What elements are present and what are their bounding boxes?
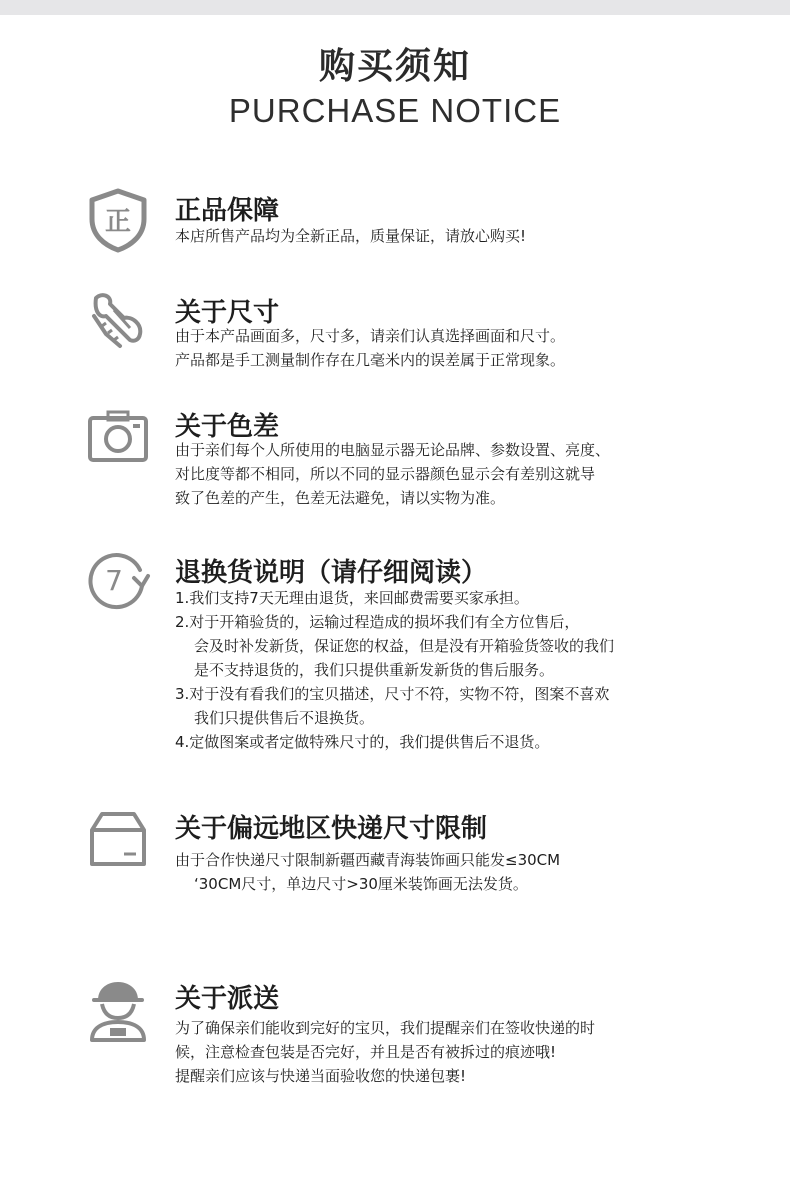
body-line: 致了色差的产生，色差无法避免，请以实物为准。 — [175, 489, 506, 507]
section-title: 退换货说明（请仔细阅读） — [175, 558, 488, 588]
seven-day-return-icon — [84, 546, 152, 614]
section-body — [175, 848, 735, 896]
body-line: 候，注意检查包装是否完好，并且是否有被拆过的痕迹哦! — [175, 1043, 557, 1061]
body-line: 对比度等都不相同，所以不同的显示器颜色显示会有差别这就导 — [175, 465, 596, 483]
section-title: 关于派送 — [175, 984, 280, 1014]
section-body — [175, 224, 735, 248]
page-title: 购买须知 — [318, 46, 471, 87]
svg-text:正: 正 — [104, 207, 132, 237]
package-box-icon — [84, 806, 152, 874]
top-banner-strip — [0, 0, 790, 15]
body-line: 4.定做图案或者定做特殊尺寸的，我们提供售后不退货。 — [175, 733, 550, 751]
shield-zheng-icon — [84, 186, 152, 254]
camera-icon — [84, 406, 152, 474]
section-title: 关于色差 — [175, 412, 280, 442]
body-line: 产品都是手工测量制作存在几毫米内的误差属于正常现象。 — [175, 351, 566, 369]
body-line: 3.对于没有看我们的宝贝描述，尺寸不符，实物不符，图案不喜欢 — [175, 685, 610, 703]
body-line: 我们只提供售后不退换货。 — [194, 709, 375, 727]
body-line: 2.对于开箱验货的，运输过程造成的损坏我们有全方位售后， — [175, 613, 580, 631]
body-line: 为了确保亲们能收到完好的宝贝，我们提醒亲们在签收快递的时 — [175, 1019, 596, 1037]
section-title: 关于偏远地区快递尺寸限制 — [175, 814, 488, 844]
tape-measure-icon — [84, 288, 152, 356]
body-line: 由于亲们每个人所使用的电脑显示器无论品牌、参数设置、亮度、 — [175, 441, 611, 459]
body-line: 提醒亲们应该与快递当面验收您的快递包裹! — [175, 1067, 467, 1085]
section-body — [175, 586, 735, 754]
section-body — [175, 1016, 735, 1088]
section-body — [175, 324, 735, 372]
body-line: 由于合作快递尺寸限制新疆西藏青海装饰画只能发≤30CM — [175, 851, 561, 869]
page-subtitle: PURCHASE NOTICE — [228, 92, 562, 129]
section-body — [175, 438, 735, 510]
body-line: 由于本产品画面多，尺寸多，请亲们认真选择画面和尺寸。 — [175, 327, 566, 345]
body-line: ‘30CM尺寸，单边尺寸>30厘米装饰画无法发货。 — [194, 875, 528, 893]
body-line: 会及时补发新货，保证您的权益，但是没有开箱验货签收的我们 — [194, 637, 615, 655]
body-line: 是不支持退货的，我们只提供重新发新货的售后服务。 — [194, 661, 555, 679]
body-line: 1.我们支持7天无理由退货，来回邮费需要买家承担。 — [175, 589, 529, 607]
delivery-person-icon — [84, 978, 152, 1046]
section-title: 关于尺寸 — [175, 298, 280, 328]
section-title: 正品保障 — [175, 196, 280, 226]
svg-text:7: 7 — [105, 564, 123, 597]
body-line: 本店所售产品均为全新正品，质量保证，请放心购买! — [175, 227, 527, 245]
